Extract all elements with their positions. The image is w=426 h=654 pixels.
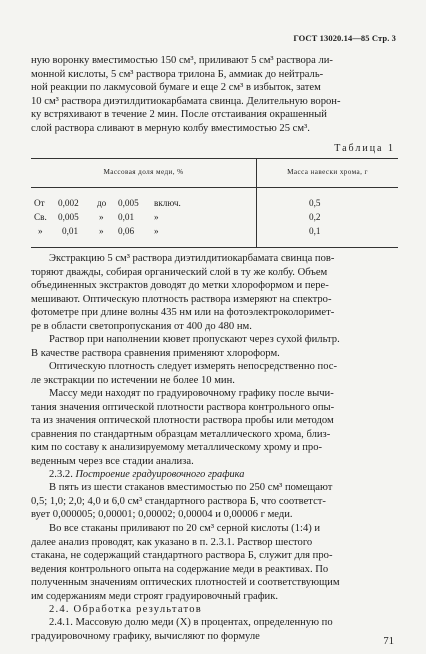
text-line: сравнения по стандартным образцам металлического хрома, близ-	[31, 428, 331, 440]
paragraph-standard-solutions	[31, 481, 398, 522]
text-line: тания значения оптической плотности раствора контрольного опы-	[31, 401, 335, 413]
section-number: 2.3.2.	[49, 469, 73, 480]
text-line: ким по составу к анализируемому металлическому хрому и про-	[31, 442, 323, 453]
paragraph-filter	[31, 333, 398, 360]
text-line: мешивают. Оптическую плотность раствора измеряют на спектро-	[31, 293, 332, 305]
paragraph-formula-intro	[31, 616, 398, 643]
table-header-chromium-mass: Масса навески хрома, г	[287, 168, 368, 176]
text-line: градуировочному графику, вычисляют по формуле	[31, 630, 260, 642]
text-line: 2.4.1. Массовую долю меди (X) в процентах, определенную по	[49, 617, 333, 628]
text-line: Раствор при наполнении кювет пропускают через сухой фильтр.	[49, 334, 340, 345]
text-line: В качестве раствора сравнения применяют хлороформ.	[31, 347, 280, 359]
text-line: вует 0,000005; 0,00001; 0,00002; 0,00004 и 0,00006 г меди.	[31, 509, 293, 520]
page-header: ГОСТ 13020.14—85 Стр. 3	[293, 33, 396, 43]
sample-mass: 0,1	[309, 226, 321, 236]
paragraph-extraction-procedure	[31, 54, 398, 135]
range-from: 0,002	[58, 198, 79, 208]
section-title: Построение градуировочного графика	[75, 469, 245, 480]
text-line: ную воронку вместимостью 150 см³, приливают 5 см³ раствора ли-	[31, 55, 333, 66]
section-heading-24	[31, 603, 398, 617]
paragraph-measure-timing	[31, 360, 398, 387]
text-line: ной реакции по лакмусовой бумаге и еще 2 см³ в избыток, затем	[31, 82, 321, 93]
range-suffix: включ.	[154, 198, 181, 208]
text-line: фотометре при длине волны 435 нм или на фотоэлектроколоримет-	[31, 307, 335, 318]
table-header-copper-fraction: Массовая доля меди, %	[103, 168, 184, 176]
table-caption: Таблица 1	[334, 143, 395, 154]
text-line: слой раствора сливают в мерную колбу вместимостью 25 см³.	[31, 122, 310, 134]
range-to: 0,005	[118, 198, 139, 208]
text-line: В пять из шести стаканов вместимостью по 250 см³ помещают	[49, 482, 333, 493]
range-to: 0,01	[118, 212, 135, 222]
range-suffix: »	[154, 226, 159, 236]
text-line: монной кислоты, 5 см³ раствора трилона Б, аммиак до нейтраль-	[31, 68, 324, 80]
text-line: ре в области светопропускания от 400 до 480 нм.	[31, 320, 252, 332]
text-line: 10 см³ раствора диэтилдитиокарбамата свинца. Делительную ворон-	[31, 95, 341, 107]
range-separator: до	[97, 198, 107, 208]
range-to: 0,06	[118, 226, 135, 236]
text-line: объединенных экстрактов доводят до метки хлороформом и пере-	[31, 280, 329, 291]
table-column-divider	[256, 187, 257, 247]
table-bottom-rule	[31, 247, 398, 248]
text-line: ведения контрольного опыта на содержание меди в реактивах. По	[31, 563, 329, 575]
text-line: Экстракцию 5 см³ раствора диэтилдитиокарбамата свинца пов-	[49, 253, 335, 264]
text-line: ле экстракции по истечении не более 10 мин.	[31, 374, 235, 386]
range-from: 0,01	[62, 226, 79, 236]
sample-mass: 0,2	[309, 212, 321, 222]
section-heading-232	[31, 468, 398, 482]
page-number: 71	[383, 636, 394, 647]
text-line: та из значения оптической плотности раствора пробы или методом	[31, 415, 334, 426]
sample-mass: 0,5	[309, 198, 321, 208]
text-line: стакана, не содержащий стандартного раствора Б, служит для про-	[31, 550, 333, 561]
text-line: далее анализ проводят, как указано в п. 2.3.1. Раствор шестого	[31, 536, 313, 548]
range-suffix: »	[154, 212, 159, 222]
paragraph-calibration-procedure	[31, 522, 398, 603]
text-line: им содержаниям меди строят градуировочный график.	[31, 590, 279, 602]
text-line: ку встряхивают в течение 2 мин. После отстаивания окрашенный	[31, 109, 327, 120]
text-line: Во все стаканы приливают по 20 см³ серной кислоты (1:4) и	[49, 523, 321, 534]
range-prefix: Св.	[34, 212, 47, 222]
text-line: полученным значениям оптических плотностей и соответствующим	[31, 577, 340, 588]
section-heading-line	[49, 468, 398, 482]
section-heading-line: 2.4. Обработка результатов	[49, 604, 202, 615]
text-line: 0,5; 1,0; 2,0; 4,0 и 6,0 см³ стандартного раствора Б, что соответст-	[31, 495, 326, 507]
text-line: торяют дважды, собирая органический слой в ту же колбу. Объем	[31, 266, 328, 278]
text-line: веденным через все стадии анализа.	[31, 455, 194, 467]
range-separator: »	[99, 226, 104, 236]
text-line: Оптическую плотность следует измерять непосредственно пос-	[49, 361, 337, 372]
paragraph-repeat-extraction	[31, 252, 398, 333]
range-from: 0,005	[58, 212, 79, 222]
text-line: Массу меди находят по градуировочному графику после вычи-	[49, 388, 334, 399]
paragraph-copper-mass	[31, 387, 398, 468]
range-prefix: »	[38, 226, 43, 236]
range-prefix: От	[34, 198, 45, 208]
range-separator: »	[99, 212, 104, 222]
table-top-rule	[31, 158, 398, 159]
table-header-rule	[31, 187, 398, 188]
